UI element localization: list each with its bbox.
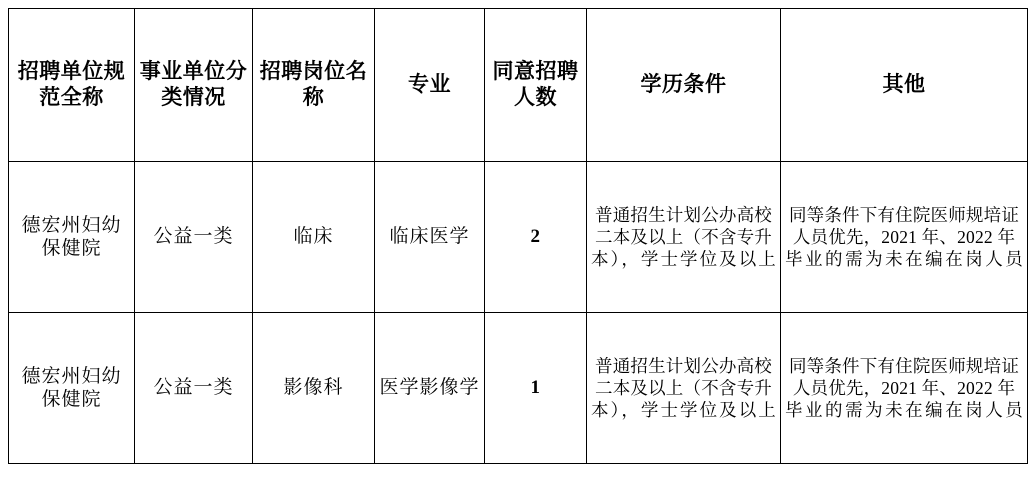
column-header-major: 专业	[375, 9, 485, 162]
column-header-unit: 招聘单位规范全称	[9, 9, 135, 162]
cell-education: 普通招生计划公办高校二本及以上（不含专升本），学士学位及以上	[587, 313, 781, 464]
table-header-row	[9, 9, 1028, 162]
cell-post: 临床	[253, 162, 375, 313]
column-header-classification: 事业单位分类情况	[135, 9, 253, 162]
cell-major: 医学影像学	[375, 313, 485, 464]
cell-other: 同等条件下有住院医师规培证人员优先，2021 年、2022 年毕业的需为未在编在岗人员	[781, 313, 1028, 464]
cell-unit: 德宏州妇幼保健院	[9, 313, 135, 464]
recruitment-table	[8, 8, 1028, 464]
cell-count: 2	[485, 162, 587, 313]
table-body	[9, 162, 1028, 464]
cell-other: 同等条件下有住院医师规培证人员优先，2021 年、2022 年毕业的需为未在编在岗人员	[781, 162, 1028, 313]
cell-education: 普通招生计划公办高校二本及以上（不含专升本），学士学位及以上	[587, 162, 781, 313]
cell-classification: 公益一类	[135, 162, 253, 313]
cell-count: 1	[485, 313, 587, 464]
table-header	[9, 9, 1028, 162]
column-header-count: 同意招聘人数	[485, 9, 587, 162]
table-row	[9, 162, 1028, 313]
column-header-post: 招聘岗位名称	[253, 9, 375, 162]
column-header-other: 其他	[781, 9, 1028, 162]
cell-major: 临床医学	[375, 162, 485, 313]
cell-classification: 公益一类	[135, 313, 253, 464]
column-header-education: 学历条件	[587, 9, 781, 162]
table-row	[9, 313, 1028, 464]
cell-unit: 德宏州妇幼保健院	[9, 162, 135, 313]
cell-post: 影像科	[253, 313, 375, 464]
